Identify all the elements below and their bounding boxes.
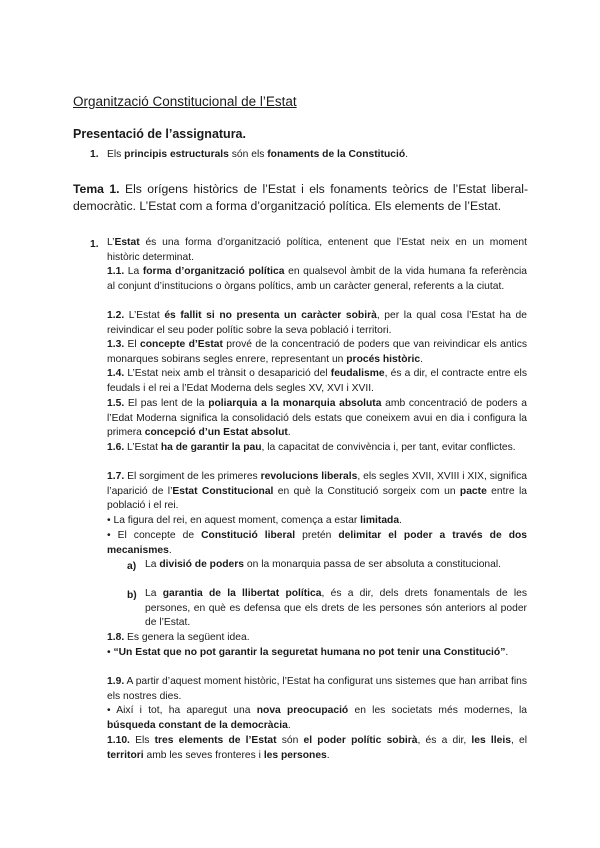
presentation-item-number: 1. (90, 149, 99, 160)
document-title: Organització Constitucional de l’Estat (73, 94, 297, 109)
paragraph-1-5: 1.5. El pas lent de la poliarquia a la monarquia absoluta amb concentració de poders a l’Edat Moderna significa la consolidació dels estats que coneixem avui en dia i configura la primera concepció d’un Estat absolut. (107, 398, 527, 439)
paragraph-1-6: 1.6. L’Estat ha de garantir la pau, la capacitat de convivència i, per tant, evitar conflictes. (107, 442, 516, 453)
paragraph-intro: L’Estat és una forma d’organització política, entenent que l’Estat neix en un moment històric determinat. (107, 237, 527, 263)
sub-item-a-label: a) (127, 561, 137, 572)
paragraph-1-1: 1.1. La forma d’organització política en qualsevol àmbit de la vida humana fa referència al conjunt d’institucions o òrgans polítics, amb un caràcter general, referents a la ciutat. (107, 266, 527, 292)
paragraph-1-2: 1.2. L’Estat és fallit si no presenta un caràcter sobirà, per la qual cosa l’Estat ha de reivindicar el seu poder polític sobre la seva població i territori. (107, 310, 527, 336)
presentation-item-text: Els principis estructurals són els fonaments de la Constitució. (107, 149, 409, 160)
bullet-quote: • “Un Estat que no pot garantir la seguretat humana no pot tenir una Constitució”. (107, 647, 509, 658)
section-heading-presentation: Presentació de l’assignatura. (73, 127, 246, 141)
sub-item-b-label: b) (127, 590, 137, 601)
paragraph-1-9: 1.9. A partir d’aquest moment històric, l’Estat ha configurat uns sistemes que han arribat fins els nostres dies. (107, 676, 527, 702)
paragraph-1-4: 1.4. L’Estat neix amb el trànsit o desaparició del feudalisme, és a dir, el contracte entre els feudals i el rei a l’Edat Moderna dels segles XV, XVI i XVII. (107, 368, 527, 394)
bullet-nova-preocupacio: • Així i tot, ha aparegut una nova preocupació en les societats més modernes, la búsqueda constant de la democràcia. (107, 705, 528, 731)
paragraph-1-3: 1.3. El concepte d’Estat prové de la concentració de poders que van reivindicar els antics monarques sobirans segles enrere, representant un procés històric. (107, 339, 527, 365)
bullet-constitucio-liberal: • El concepte de Constitució liberal pretén delimitar el poder a través de dos mecanismes. (107, 530, 528, 556)
bullet-limitada: • La figura del rei, en aquest moment, comença a estar limitada. (107, 515, 402, 526)
paragraph-1-8: 1.8. Es genera la següent idea. (107, 632, 250, 643)
tema-heading: Tema 1. Els orígens històrics de l’Estat i els fonaments teòrics de l’Estat liberal-democràtic. L’Estat com a forma d’organització política. Els elements de l’Estat. (73, 182, 529, 213)
paragraph-1-7: 1.7. El sorgiment de les primeres revolucions liberals, els segles XVII, XVIII i XIX, significa l’aparició de l’Estat Constitucional en què la Constitució sorgeix com un pacte entre la població i el rei. (107, 471, 527, 512)
list-item-number: 1. (90, 239, 99, 250)
sub-item-b: La garantia de la llibertat política, és a dir, dels drets fonamentals de les persones, en què es defensa que els drets de les persones són anteriors al poder de l’Estat. (145, 588, 527, 629)
sub-item-a: La divisió de poders on la monarquia passa de ser absoluta a constitucional. (145, 559, 502, 570)
paragraph-1-10: 1.10. Els tres elements de l’Estat són el poder polític sobirà, és a dir, les lleis, el territori amb les seves fronteres i les persones. (107, 735, 527, 761)
